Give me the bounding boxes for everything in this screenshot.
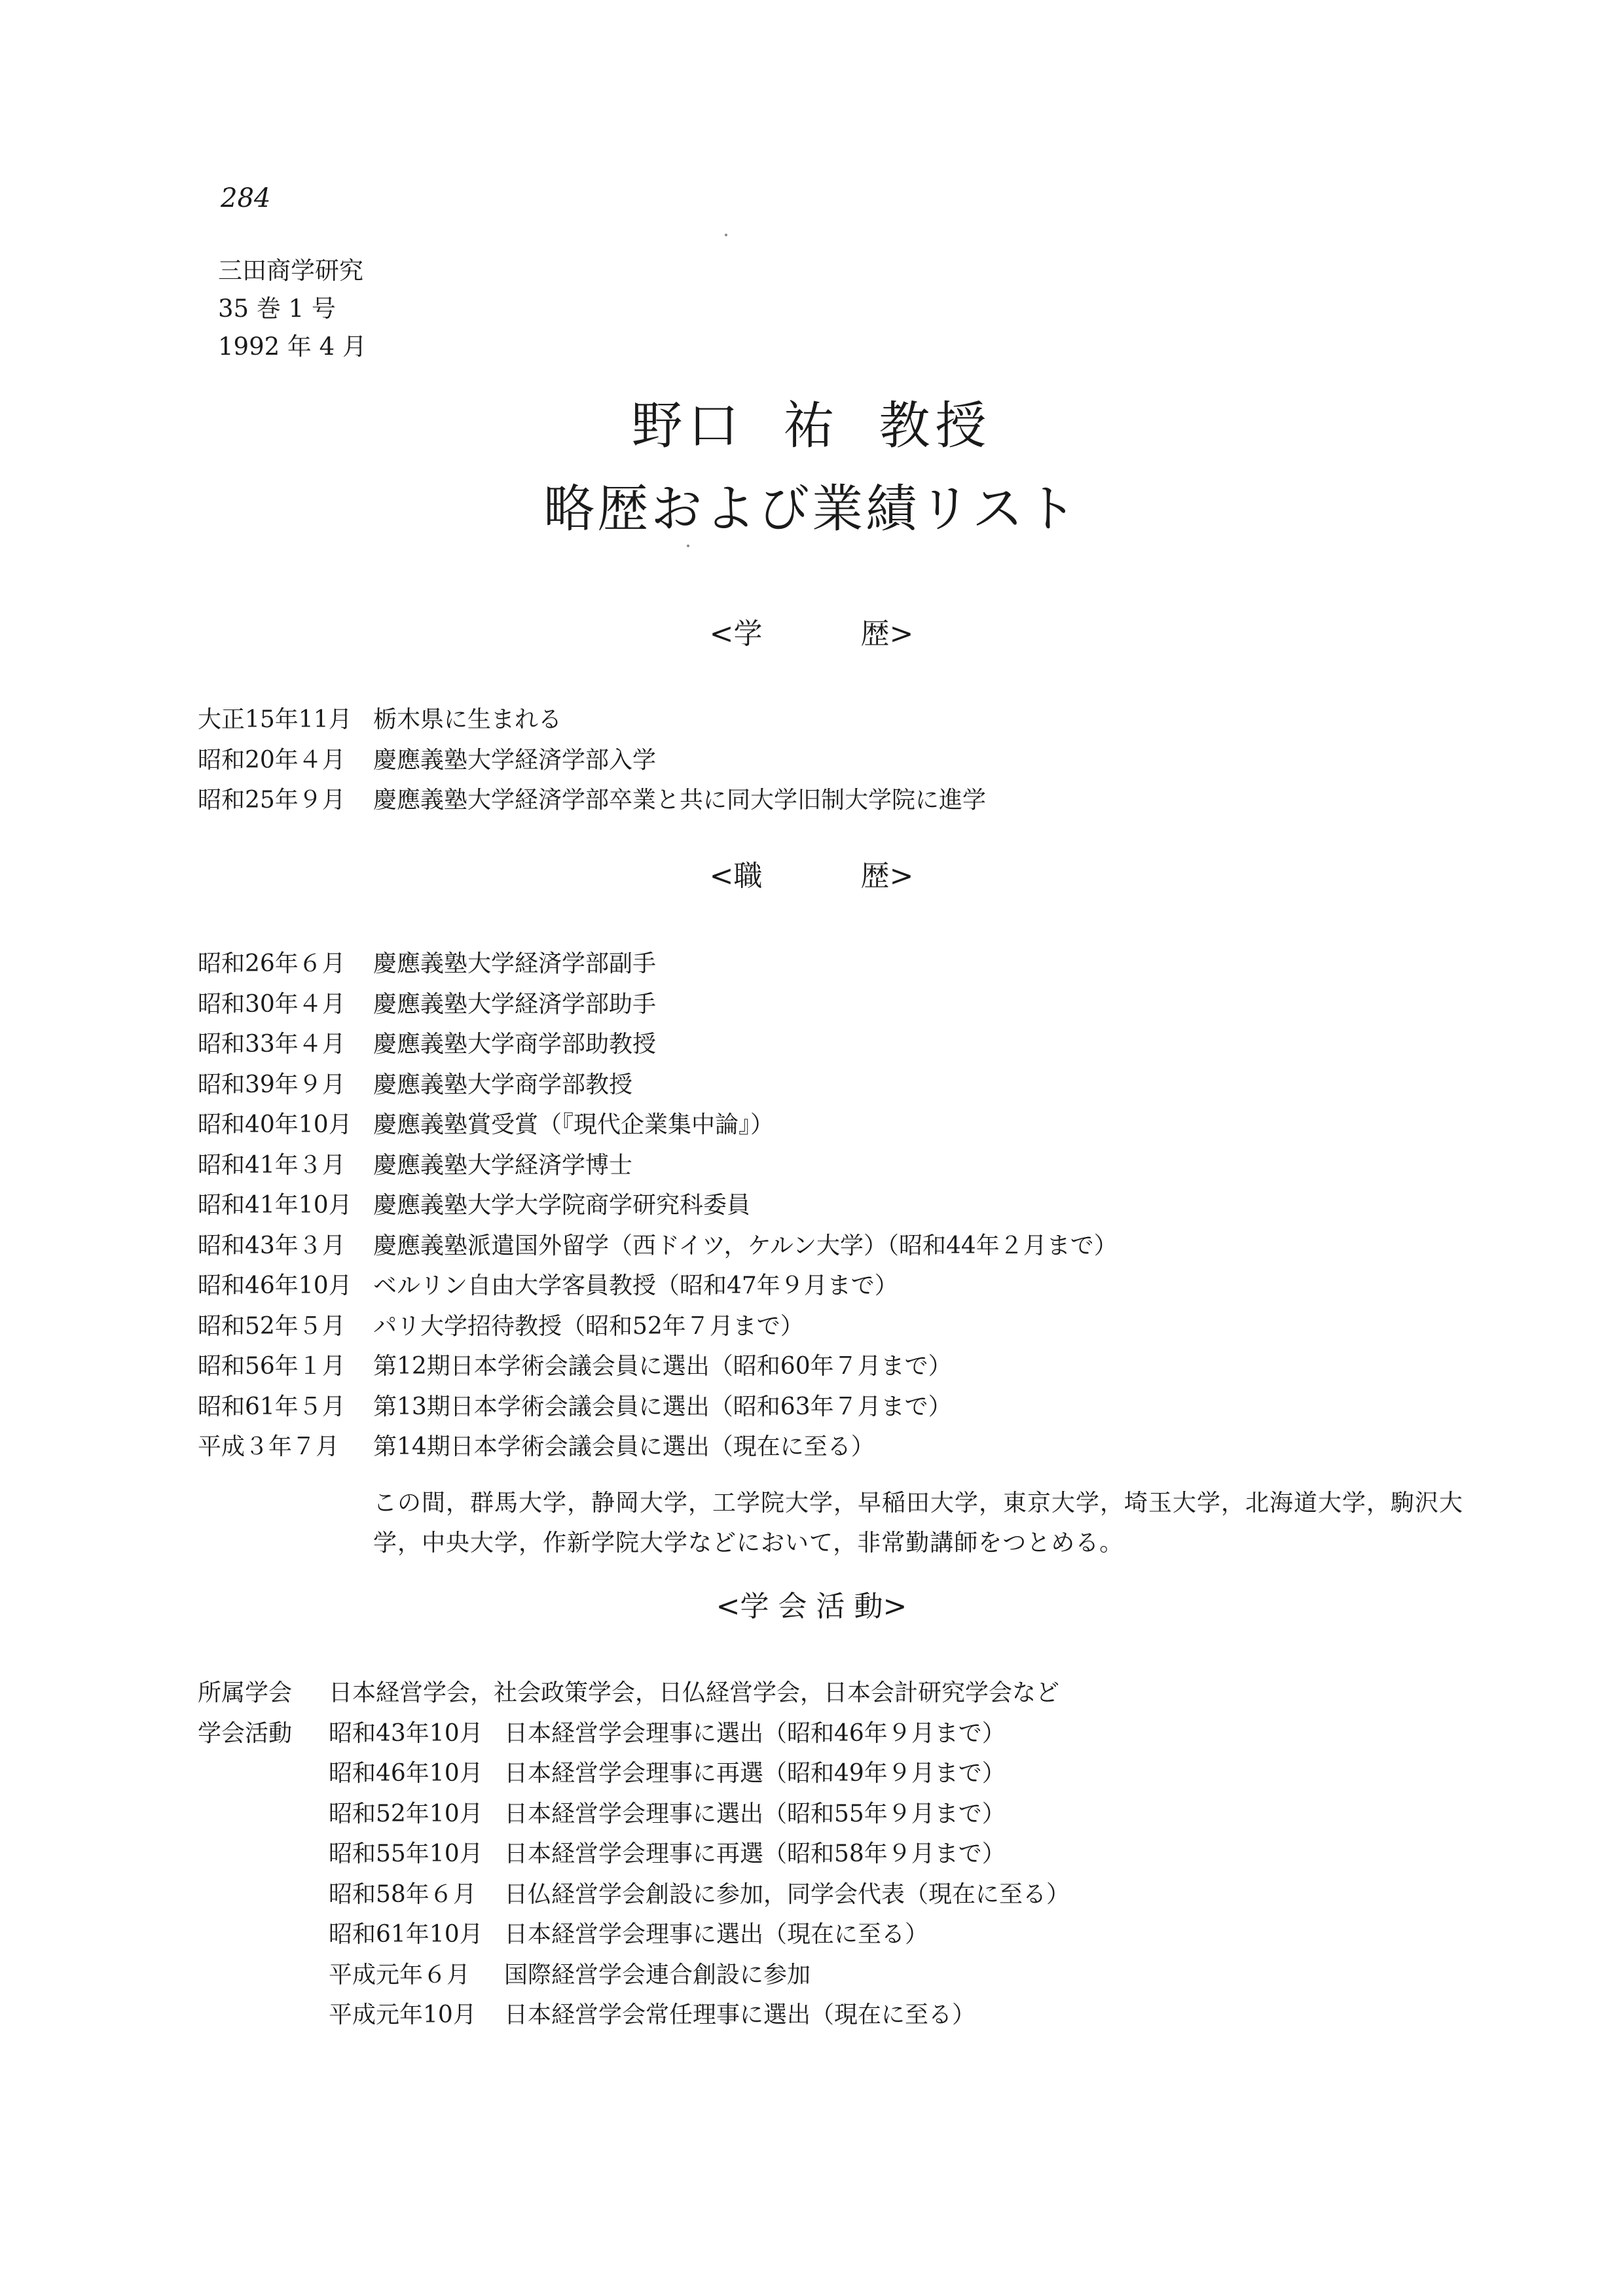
membership-row [198,1673,1070,1713]
list-item [198,1427,1118,1467]
career-heading-open: <職 [709,859,763,893]
entry-text: 慶應義塾大学商学部教授 [373,1071,633,1098]
entry-date: 昭和41年10月 [198,1192,352,1219]
title-given-name: 祐 [783,397,840,456]
entry-text: 日本経営学会理事に選出（昭和55年９月まで） [504,1800,1006,1827]
list-item [198,1306,1118,1347]
list-item [329,1995,1070,2036]
entry-text: 慶應義塾大学経済学部卒業と共に同大学旧制大学院に進学 [373,787,987,814]
activities-row [198,1713,1070,2036]
list-item [329,1713,1070,1754]
entry-text: 慶應義塾賞受賞（『現代企業集中論』） [373,1111,775,1138]
page-subtitle: 略歴および業績リスト [543,480,1080,539]
entry-date: 昭和43年10月 [329,1719,483,1747]
list-item [198,1145,1118,1186]
entry-text: パリ大学招待教授（昭和52年７月まで） [373,1312,804,1340]
entry-date: 平成元年10月 [329,2001,477,2028]
entry-date: 昭和61年10月 [329,1921,483,1948]
career-heading-close: 歴> [860,859,914,893]
page-number: 284 [221,183,271,213]
entry-date: 昭和58年６月 [329,1880,477,1908]
entry-text: 日本経営学会常任理事に選出（現在に至る） [504,2001,976,2028]
activities-label: 学会活動 [198,1719,293,1747]
list-item [198,1387,1118,1427]
membership-label: 所属学会 [198,1679,293,1706]
list-item [198,1024,1118,1065]
entry-text: 慶應義塾大学経済学部副手 [373,950,657,977]
list-item [198,1346,1118,1387]
entry-date: 昭和20年４月 [198,746,346,774]
entry-text: 慶應義塾大学経済学博士 [373,1151,633,1179]
entry-date: 昭和30年４月 [198,990,346,1018]
entry-text: 日仏経営学会創設に参加，同学会代表（現在に至る） [504,1880,1070,1908]
entry-date: 昭和46年10月 [329,1760,483,1787]
entry-date: 昭和39年９月 [198,1071,346,1098]
education-heading-close: 歴> [860,617,914,651]
entry-text: 慶應義塾大学商学部助教授 [373,1031,657,1058]
entry-text: 栃木県に生まれる [373,706,562,733]
society-section [198,1673,1070,2036]
list-item [329,1834,1070,1874]
list-item [329,1914,1070,1955]
list-item [329,1794,1070,1835]
list-item [198,740,986,781]
entry-date: 昭和61年５月 [198,1393,346,1420]
education-list [198,700,986,821]
entry-date: 平成３年７月 [198,1433,340,1460]
entry-date: 平成元年６月 [329,1961,471,1988]
career-heading [0,859,1623,893]
page-title [0,385,1623,458]
education-heading [0,617,1623,651]
entry-text: 慶應義塾派遣国外留学（西ドイツ，ケルン大学）（昭和44年２月まで） [373,1232,1118,1259]
entry-date: 昭和56年１月 [198,1353,346,1380]
journal-info [218,252,367,366]
list-item [198,780,986,821]
list-item [198,944,1118,984]
activities-list [329,1713,1070,2036]
entry-text: ベルリン自由大学客員教授（昭和47年９月まで） [373,1272,898,1299]
entry-date: 昭和52年10月 [329,1800,483,1827]
entry-text: 慶應義塾大学経済学部入学 [373,746,657,774]
entry-date: 昭和46年10月 [198,1272,352,1299]
list-item [198,700,986,740]
entry-text: 日本経営学会理事に再選（昭和49年９月まで） [504,1760,1006,1787]
list-item [329,1955,1070,1996]
list-item [198,1105,1118,1145]
entry-date: 昭和43年３月 [198,1232,346,1259]
list-item [329,1874,1070,1915]
list-item [198,1185,1118,1226]
list-item [198,984,1118,1025]
list-item [329,1753,1070,1794]
journal-date: 1992 年 4 月 [218,332,367,361]
journal-volume: 35 巻 1 号 [218,295,336,323]
entry-text: 日本経営学会理事に再選（昭和58年９月まで） [504,1840,1006,1867]
title-surname: 野口 [631,397,744,456]
education-heading-open: <学 [709,617,763,651]
entry-date: 昭和52年５月 [198,1312,346,1340]
journal-name: 三田商学研究 [218,257,363,285]
career-note: この間，群馬大学，静岡大学，工学院大学，早稲田大学，東京大学，埼玉大学，北海道大学，駒沢大学，中央大学，作新学院大学などにおいて，非常勤講師をつとめる。 [373,1490,1464,1556]
scan-speck [687,545,689,547]
entry-date: 大正15年11月 [198,706,352,733]
entry-date: 昭和33年４月 [198,1031,346,1058]
entry-text: 日本経営学会理事に選出（昭和46年９月まで） [504,1719,1006,1747]
list-item [198,1266,1118,1306]
entry-text: 国際経営学会連合創設に参加 [504,1961,811,1988]
career-list [198,944,1118,1467]
membership-text: 日本経営学会，社会政策学会，日仏経営学会，日本会計研究学会など [329,1679,1060,1706]
title-honorific: 教授 [879,397,992,456]
entry-text: 第12期日本学術会議会員に選出（昭和60年７月まで） [373,1353,952,1380]
entry-text: 慶應義塾大学大学院商学研究科委員 [373,1192,751,1219]
entry-date: 昭和41年３月 [198,1151,346,1179]
entry-date: 昭和55年10月 [329,1840,483,1867]
entry-text: 慶應義塾大学経済学部助手 [373,990,657,1018]
list-item [198,1065,1118,1105]
entry-text: 第13期日本学術会議会員に選出（昭和63年７月まで） [373,1393,952,1420]
entry-date: 昭和26年６月 [198,950,346,977]
entry-text: 日本経営学会理事に選出（現在に至る） [504,1921,929,1948]
entry-date: 昭和40年10月 [198,1111,352,1138]
list-item [198,1226,1118,1266]
entry-text: 第14期日本学術会議会員に選出（現在に至る） [373,1433,875,1460]
scan-speck [725,234,727,236]
society-heading: <学 会 活 動> [716,1590,907,1623]
entry-date: 昭和25年９月 [198,787,346,814]
